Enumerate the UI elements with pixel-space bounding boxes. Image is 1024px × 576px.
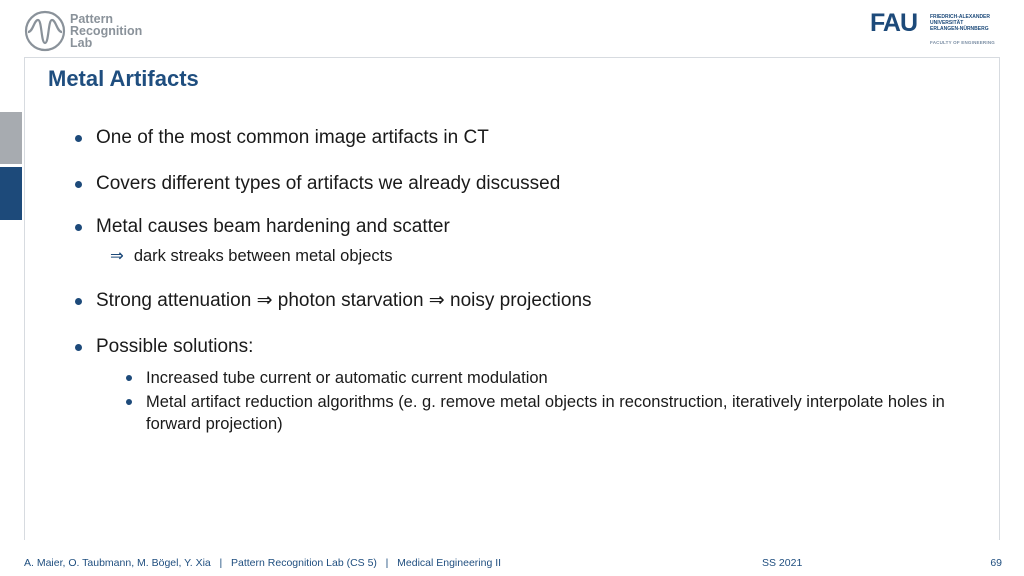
fau-line: FRIEDRICH-ALEXANDER: [930, 14, 990, 20]
page-number: 69: [990, 557, 1002, 569]
bullet-text: Covers different types of artifacts we already discussed: [96, 173, 561, 194]
slide-title: Metal Artifacts: [48, 66, 199, 91]
bullet-text: One of the most common image artifacts in CT: [96, 127, 489, 148]
fau-line: UNIVERSITÄT: [930, 20, 964, 26]
side-tab-gray: [0, 112, 22, 164]
fau-university-name: [930, 14, 990, 32]
footer: [0, 552, 1024, 576]
fau-line: ERLANGEN-NÜRNBERG: [930, 26, 989, 32]
fau-logo: [870, 9, 998, 47]
sub-bullet-item: [120, 367, 992, 389]
implies-item: [110, 245, 992, 267]
sub-bullet-item: [120, 391, 966, 435]
implies-sublist: [96, 245, 992, 267]
footer-credits: A. Maier, O. Taubmann, M. Bögel, Y. Xia | Pattern Recognition Lab (CS 5) | Medical Engineering II: [24, 557, 502, 569]
bullet-text: Possible solutions:: [96, 336, 254, 357]
solutions-sublist: [96, 367, 992, 435]
bullet-item: [72, 172, 992, 196]
implies-arrow-icon: ⇒: [110, 247, 124, 265]
bullet-item: [72, 289, 992, 313]
bullet-item: [72, 215, 992, 267]
footer-semester: SS 2021: [762, 557, 803, 569]
lab-logo-icon: [24, 10, 66, 52]
sub-bullet-text: Increased tube current or automatic current modulation: [146, 369, 548, 387]
fau-faculty: FACULTY OF ENGINEERING: [930, 40, 995, 45]
logo-line: Pattern: [70, 12, 114, 26]
side-tab-active: [0, 167, 22, 220]
pattern-recognition-lab-logo: [24, 8, 164, 54]
bullet-text: Strong attenuation ⇒ photon starvation ⇒ noisy projections: [96, 290, 592, 311]
bullet-text: Metal causes beam hardening and scatter: [96, 216, 450, 237]
lab-logo-text: [70, 13, 142, 49]
fau-letters: FAU: [870, 9, 917, 37]
logo-line: Recognition: [70, 24, 143, 38]
bullet-item: [72, 335, 992, 435]
bullet-list: [72, 126, 992, 435]
sub-bullet-text: Metal artifact reduction algorithms (e. g. remove metal objects in reconstruction, iteratively interpolate holes in forward projection): [146, 393, 945, 433]
bullet-item: [72, 126, 992, 150]
logo-line: Lab: [70, 36, 93, 50]
implies-text: dark streaks between metal objects: [133, 247, 393, 265]
